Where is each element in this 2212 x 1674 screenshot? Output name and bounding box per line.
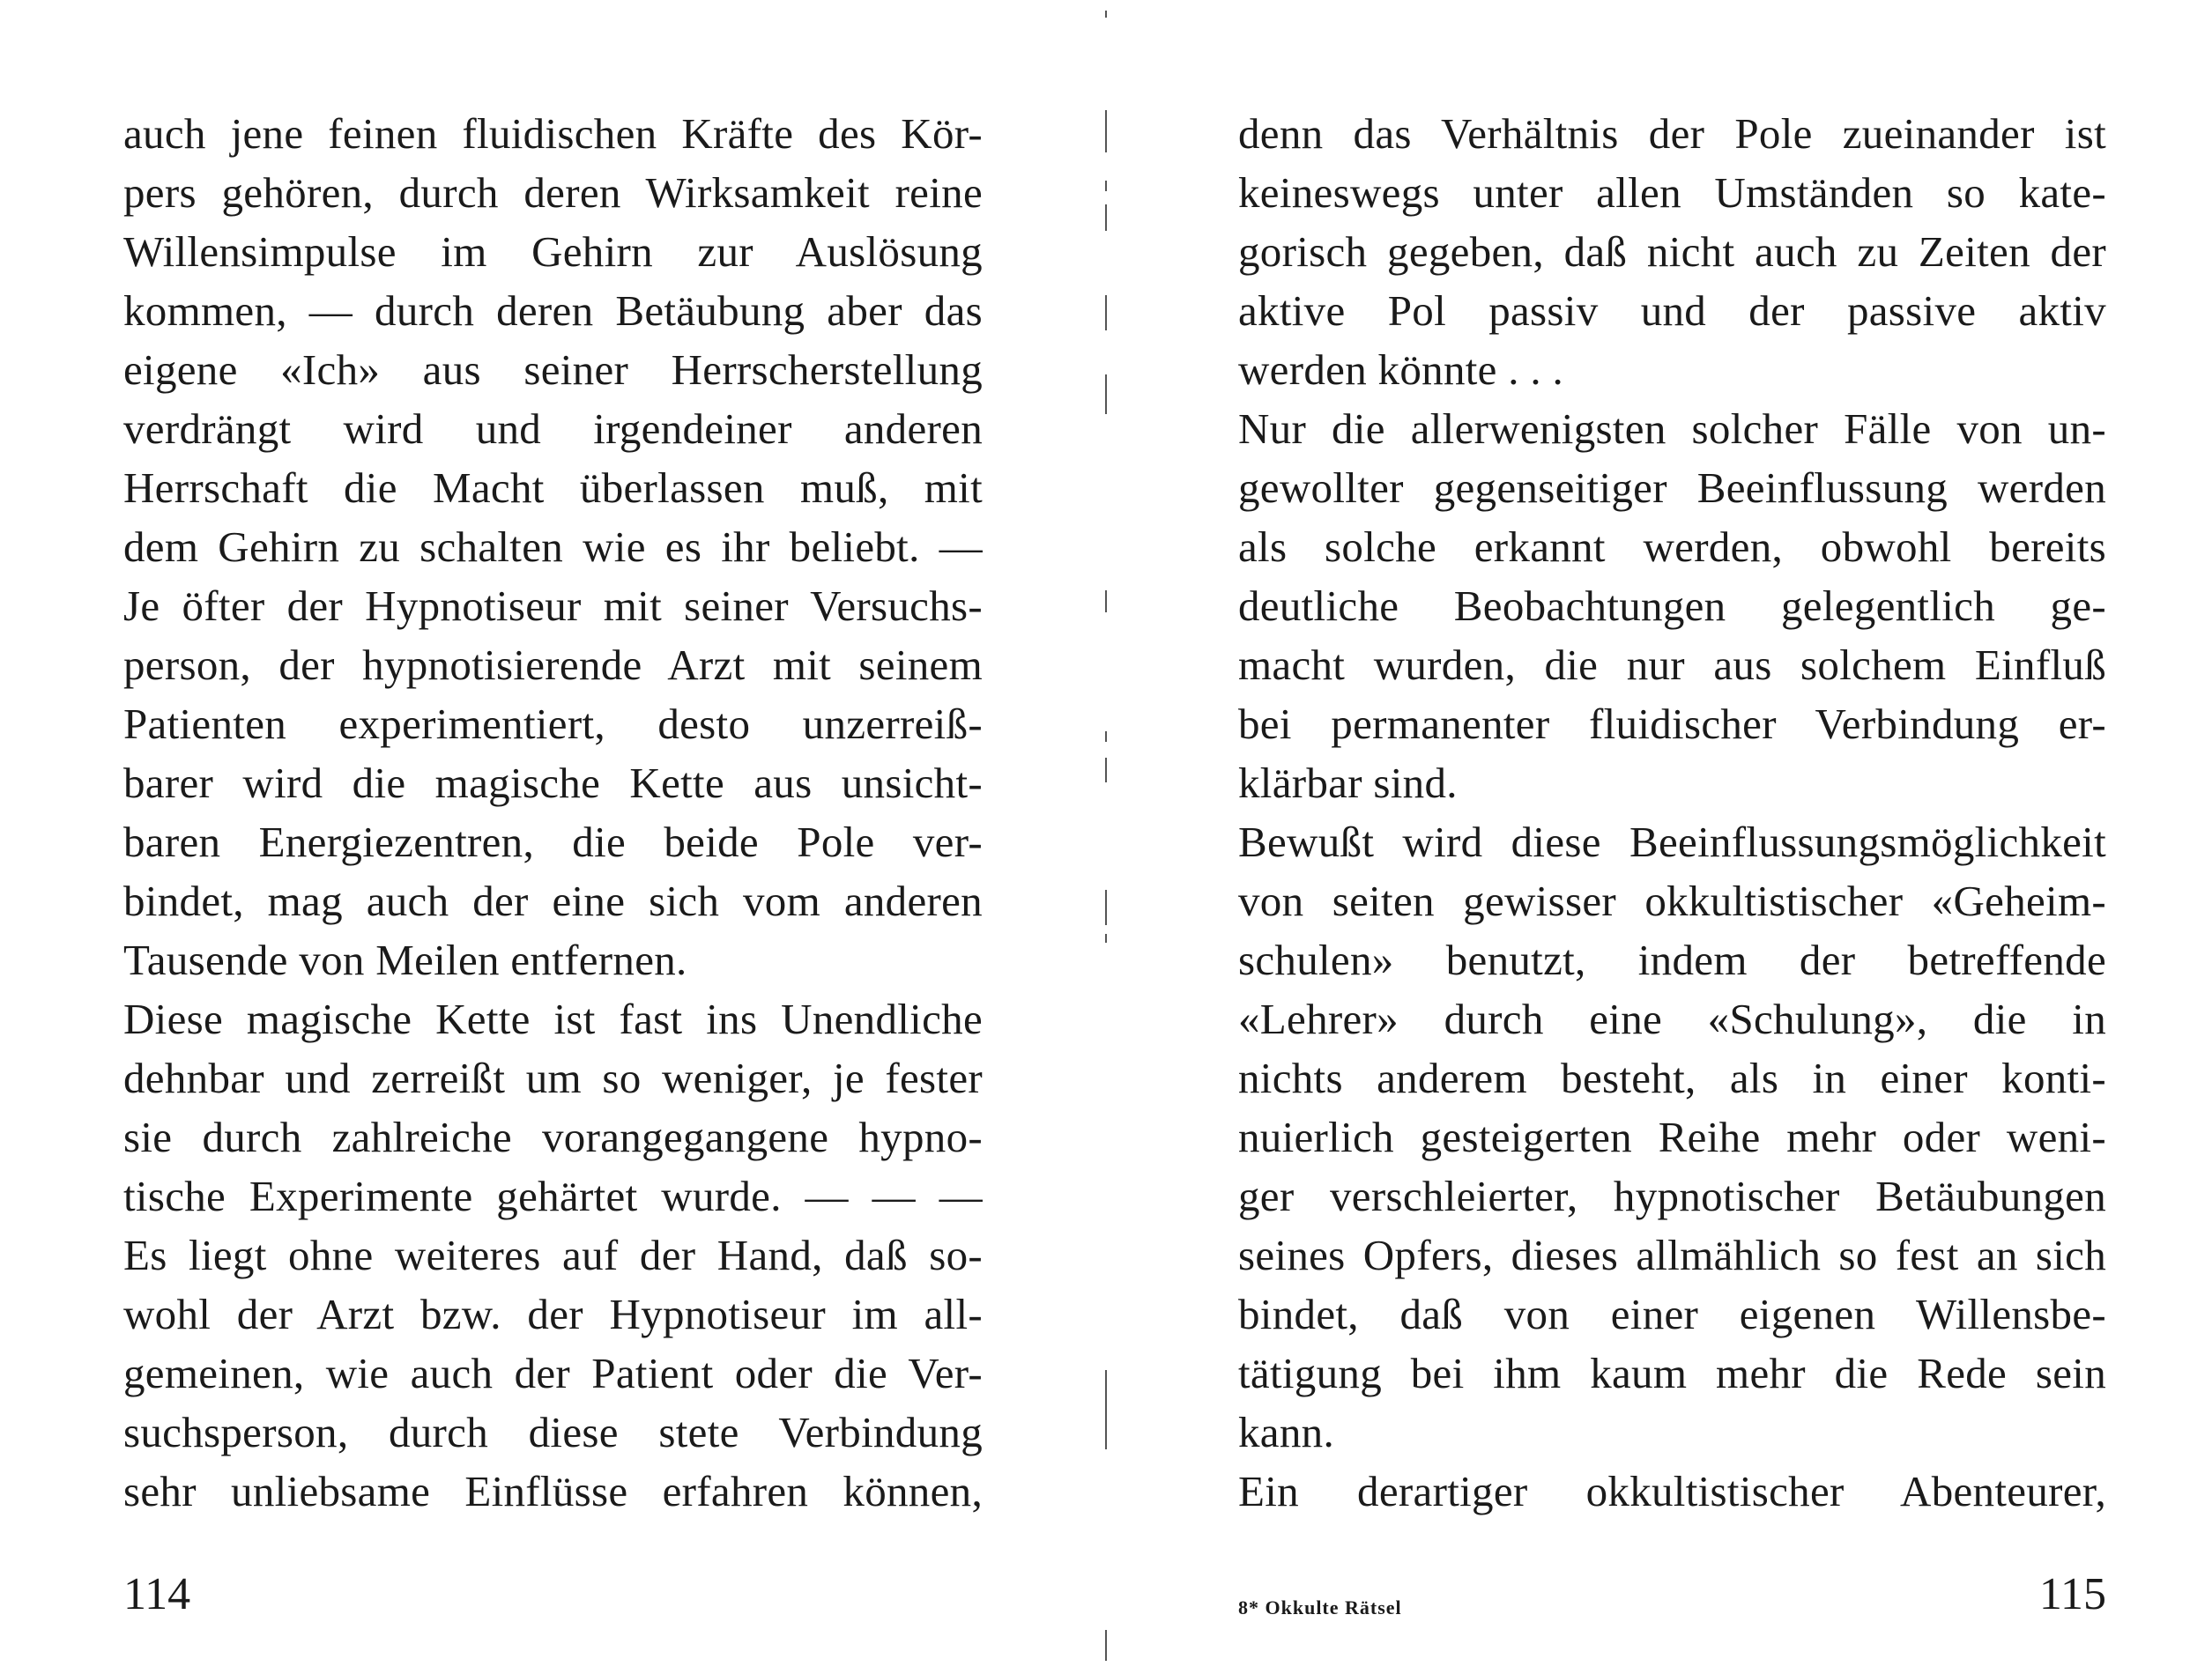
text-line: aktive Pol passiv und der passive aktiv: [1238, 286, 2106, 335]
text-line: Patienten experimentiert, desto unzerreiß-: [123, 700, 983, 748]
signature-mark: 8* Okkulte Rätsel: [1238, 1596, 1402, 1618]
text-line: denn das Verhältnis der Pole zueinander ist: [1238, 109, 2106, 158]
text-line: Bewußt wird diese Beeinflussungsmöglichkeit: [1238, 818, 2106, 866]
text-line: Willensimpulse im Gehirn zur Auslösung: [123, 227, 983, 276]
text-line: sie durch zahlreiche vorangegangene hypno-: [123, 1113, 983, 1161]
text-line: baren Energiezentren, die beide Pole ver-: [123, 818, 983, 866]
text-line: tätigung bei ihm kaum mehr die Rede sein: [1238, 1349, 2106, 1397]
text-line: ger verschleierter, hypnotischer Betäubungen: [1238, 1172, 2106, 1220]
text-line: kommen, — durch deren Betäubung aber das: [123, 286, 983, 335]
text-line: nichts anderem besteht, als in einer konti-: [1238, 1054, 2106, 1102]
page-number-right: 115: [2038, 1569, 2106, 1619]
text-line: gewollter gegenseitiger Beeinflussung werden: [1238, 463, 2106, 512]
text-line: eigene «Ich» aus seiner Herrscherstellung: [123, 345, 983, 394]
text-line: gorisch gegeben, daß nicht auch zu Zeiten der: [1238, 227, 2106, 276]
text-line: verdrängt wird und irgendeiner anderen: [123, 404, 983, 453]
text-line: deutliche Beobachtungen gelegentlich ge-: [1238, 581, 2106, 630]
text-line: Tausende von Meilen entfernen.: [123, 936, 687, 984]
text-line: bindet, daß von einer eigenen Willensbe-: [1238, 1290, 2106, 1338]
text-line: keineswegs unter allen Umständen so kate-: [1238, 168, 2106, 217]
right-page-text: [1238, 104, 2106, 1521]
text-line: gemeinen, wie auch der Patient oder die Ver-: [123, 1349, 983, 1397]
text-line: schulen» benutzt, indem der betreffende: [1238, 936, 2106, 984]
text-line: Es liegt ohne weiteres auf der Hand, daß so-: [123, 1231, 983, 1279]
text-line: pers gehören, durch deren Wirksamkeit reine: [123, 168, 983, 217]
text-line: bindet, mag auch der eine sich vom anderen: [123, 877, 983, 925]
left-page-text: [123, 104, 983, 1521]
text-line: als solche erkannt werden, obwohl bereits: [1238, 522, 2106, 571]
text-line: Je öfter der Hypnotiseur mit seiner Versuchs-: [123, 581, 983, 630]
text-line: seines Opfers, dieses allmählich so fest an sich: [1238, 1231, 2106, 1279]
text-line: suchsperson, durch diese stete Verbindung: [123, 1408, 983, 1456]
text-line: Ein derartiger okkultistischer Abenteurer,: [1238, 1467, 2106, 1515]
text-line: werden könnte . . .: [1238, 345, 1564, 394]
text-line: dem Gehirn zu schalten wie es ihr beliebt. —: [123, 522, 983, 571]
text-line: tische Experimente gehärtet wurde. — — —: [123, 1172, 983, 1220]
text-line: Herrschaft die Macht überlassen muß, mit: [123, 463, 983, 512]
page-number-left: 114: [123, 1569, 191, 1619]
text-line: auch jene feinen fluidischen Kräfte des Kör-: [123, 109, 983, 158]
right-page: [1106, 0, 2212, 1674]
text-line: kann.: [1238, 1408, 1334, 1456]
text-line: Nur die allerwenigsten solcher Fälle von un-: [1238, 404, 2106, 453]
text-line: von seiten gewisser okkultistischer «Geheim-: [1238, 877, 2106, 925]
text-line: «Lehrer» durch eine «Schulung», die in: [1238, 995, 2106, 1043]
text-line: klärbar sind.: [1238, 759, 1458, 807]
text-line: Diese magische Kette ist fast ins Unendliche: [123, 995, 983, 1043]
text-line: nuierlich gesteigerten Reihe mehr oder weni-: [1238, 1113, 2106, 1161]
text-line: dehnbar und zerreißt um so weniger, je fester: [123, 1054, 983, 1102]
text-line: person, der hypnotisierende Arzt mit seinem: [123, 641, 983, 689]
text-line: wohl der Arzt bzw. der Hypnotiseur im all-: [123, 1290, 983, 1338]
text-line: barer wird die magische Kette aus unsicht-: [123, 759, 983, 807]
text-line: macht wurden, die nur aus solchem Einfluß: [1238, 641, 2106, 689]
text-line: bei permanenter fluidischer Verbindung er-: [1238, 700, 2106, 748]
text-line: sehr unliebsame Einflüsse erfahren können,: [123, 1467, 983, 1515]
